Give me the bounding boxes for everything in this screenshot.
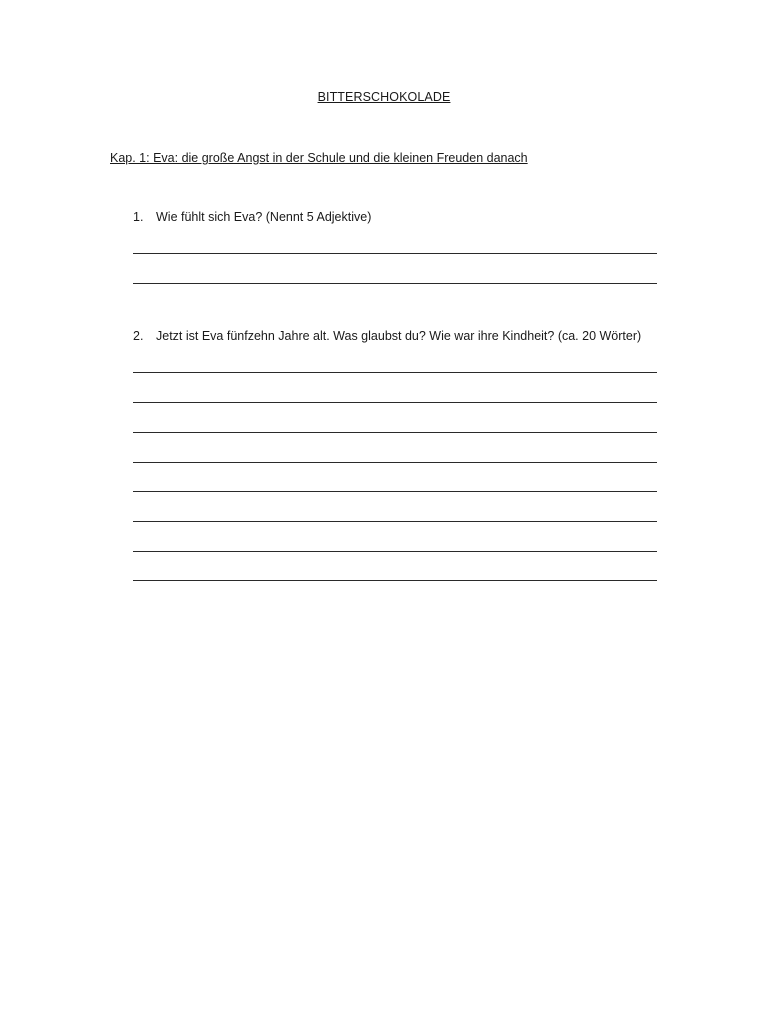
answer-line [133,253,657,254]
chapter-heading: Kap. 1: Eva: die große Angst in der Schule und die kleinen Freuden danach [110,151,528,165]
answer-line [133,551,657,552]
answer-line [133,491,657,492]
question-text: Jetzt ist Eva fünfzehn Jahre alt. Was glaubst du? Wie war ihre Kindheit? (ca. 20 Wörter) [156,329,642,343]
answer-line [133,462,657,463]
question-1 [133,210,371,224]
answer-line [133,432,657,433]
answer-line [133,402,657,403]
question-2 [133,329,641,343]
question-text: Wie fühlt sich Eva? (Nennt 5 Adjektive) [156,210,372,224]
answer-line [133,283,657,284]
question-number: 1. [133,210,144,224]
answer-line [133,372,657,373]
page-title: BITTERSCHOKOLADE [317,90,451,104]
answer-line [133,521,657,522]
answer-line [133,580,657,581]
question-number: 2. [133,329,144,343]
